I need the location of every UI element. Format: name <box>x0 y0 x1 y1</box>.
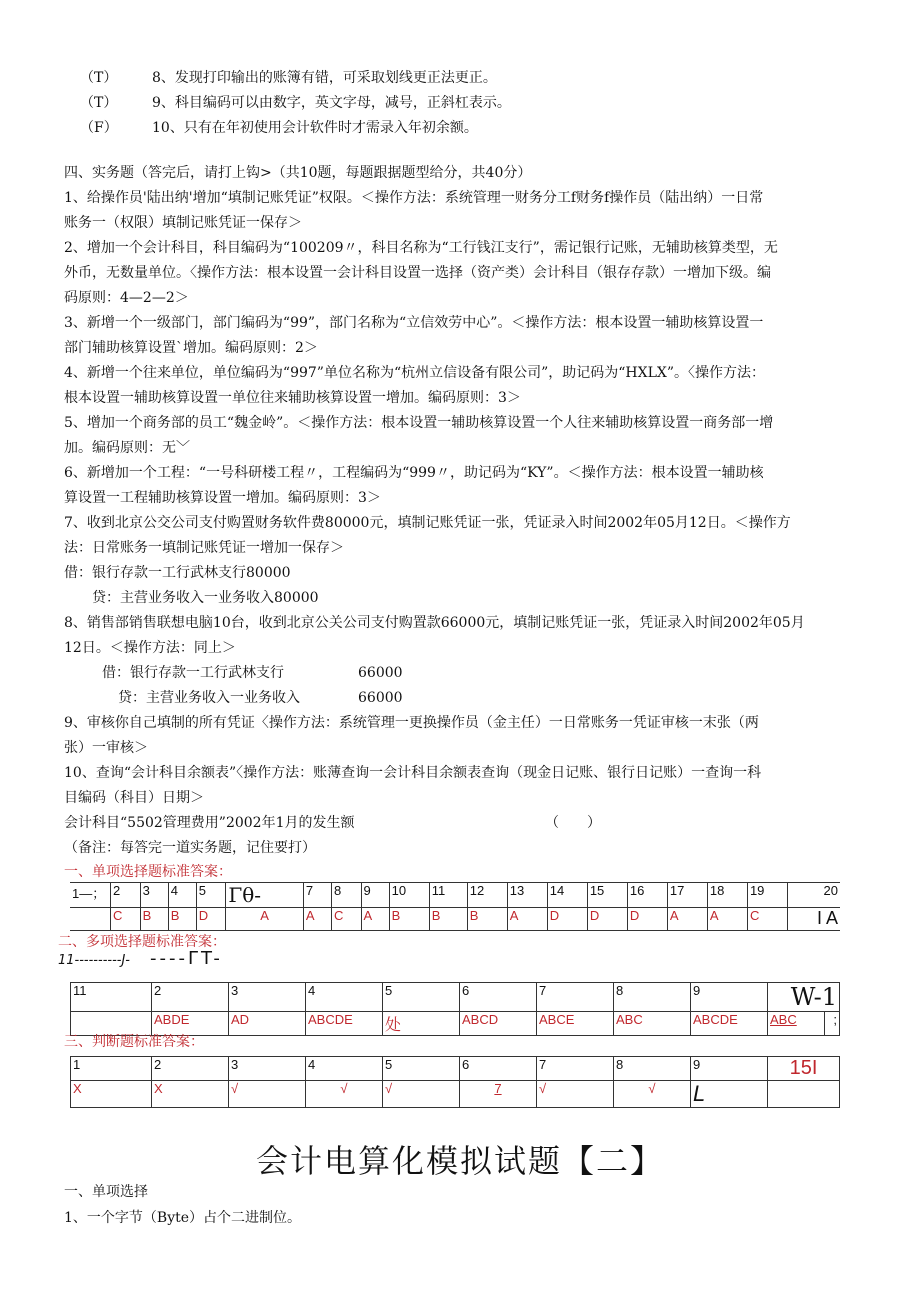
sc-ans: A <box>303 908 331 931</box>
jd-ans: √ <box>229 1081 306 1108</box>
mc-ans: ABDE <box>152 1012 229 1036</box>
jd-ans: √ <box>537 1081 614 1108</box>
mc-ans: AD <box>229 1012 306 1036</box>
sc-ans: A <box>707 908 747 931</box>
practice-line: 目编码（科目）日期＞ <box>64 790 204 806</box>
sc-ans: C <box>331 908 361 931</box>
mc-num: 6 <box>460 983 537 1012</box>
sc-num: 2 <box>111 883 141 908</box>
sc-ans: A <box>667 908 707 931</box>
jd-num: 15I <box>768 1057 840 1081</box>
sc-num: 5 <box>196 883 226 908</box>
practice-line: 10、查询“会计科目余额表”〈操作方法：账薄查询一会计科目余额表查询（现金日记账、银行日记账）一查询一科 <box>64 765 762 781</box>
practice-line: 外币，无数量单位。〈操作方法：根本设置一会计科目设置一选择（资产类）会计科目（银存存款）一增加下级。编 <box>64 265 771 281</box>
sc-ans: A <box>226 908 303 931</box>
mc-num: 4 <box>306 983 383 1012</box>
sc-num: 8 <box>331 883 361 908</box>
jd-num: 4 <box>306 1057 383 1081</box>
mc-num: W-1 <box>768 983 840 1012</box>
sc-num: 18 <box>707 883 747 908</box>
jd-ans: X <box>71 1081 152 1108</box>
tf-mark-10: （F） <box>80 120 118 136</box>
sc-ans: A <box>507 908 547 931</box>
mc-num: 7 <box>537 983 614 1012</box>
practice-line: 7、收到北京公交公司支付购置财务软件费80000元，填制记账凭证一张，凭证录入时间2002年05月12日。＜操作方 <box>64 515 791 531</box>
mc-ans: ABCDE <box>306 1012 383 1036</box>
sc-ans: I A <box>787 908 840 931</box>
sc-num: 1—； <box>70 883 111 908</box>
sc-ans: D <box>627 908 667 931</box>
practice-line: 算设置一工程辅助核算设置一增加。编码原则：3＞ <box>64 490 381 506</box>
jd-num: 2 <box>152 1057 229 1081</box>
debit-line: 借：银行存款一工行武林支行 <box>102 665 284 681</box>
practice-line: 3、新增一个一级部门，部门编码为“99”，部门名称为“立信效劳中心”。＜操作方法：根本设置一辅助核算设置一 <box>64 315 764 331</box>
sc-num: 3 <box>140 883 168 908</box>
practice-note: （备注：每答完一道实务题，记住要打） <box>64 840 316 856</box>
practice-line: 部门辅助核算设置`增加。编码原则：2＞ <box>64 340 318 356</box>
sc-num: 16 <box>627 883 667 908</box>
jd-num: 8 <box>614 1057 691 1081</box>
scan-noise: 11----------J- <box>58 953 130 968</box>
sc-num: 13 <box>507 883 547 908</box>
tf-text-8: 8、发现打印输出的账簿有错，可采取划线更正法更正。 <box>152 70 497 86</box>
practice-header: 四、实务题（答完后，请打上钩>（共10题，每题跟据题型给分，共40分） <box>64 165 532 181</box>
practice-line: 4、新增一个往来单位，单位编码为“997”单位名称为“杭州立信设备有限公司”，助记码为“HXLX”。〈操作方法： <box>64 365 766 381</box>
judge-num-row <box>71 1057 840 1081</box>
practice-line: 9、审核你自己填制的所有凭证〈操作方法：系统管理一更换操作员（金主任）一日常账务一凭证审核一末张（两 <box>64 715 759 731</box>
practice-line: 1、给操作员'陆出纳'增加“填制记账凭证”权限。＜操作方法：系统管理一财务分工f财务f操作员（陆出纳）一日常 <box>64 190 764 206</box>
single-choice-num-row <box>70 883 840 908</box>
jd-ans: √ <box>614 1081 691 1108</box>
jd-ans: L <box>691 1081 768 1108</box>
mc-num: 5 <box>383 983 460 1012</box>
sc-num: 15 <box>587 883 627 908</box>
jd-num: 1 <box>71 1057 152 1081</box>
practice-line: 法：日常账务一填制记账凭证一增加一保存＞ <box>64 540 344 556</box>
mc-num: 11 <box>71 983 152 1012</box>
jd-num: 3 <box>229 1057 306 1081</box>
exam-title: 会计电算化模拟试题【二】 <box>255 1142 664 1180</box>
practice-line: 2、增加一个会计科目，科目编码为“100209〃，科目名称为“工行钱江支行”，需记银行记账，无辅助核算类型，无 <box>64 240 778 256</box>
tf-mark-8: （T） <box>80 70 118 86</box>
judge-table <box>70 1056 840 1108</box>
sc-num: 14 <box>547 883 587 908</box>
sc-ans: B <box>140 908 168 931</box>
mc-ans: ABCDE <box>691 1012 768 1036</box>
practice-line: 码原则：4—2—2＞ <box>64 290 189 306</box>
sc-num: 12 <box>467 883 507 908</box>
sc-ans: B <box>467 908 507 931</box>
jd-num: 9 <box>691 1057 768 1081</box>
tf-text-9: 9、科目编码可以由数字，英文字母，减号，正斜杠表示。 <box>152 95 511 111</box>
practice-line: 6、新增加一个工程：“一号科研楼工程〃，工程编码为“999〃，助记码为“KY”。＜操作方法：根本设置一辅助核 <box>64 465 764 481</box>
mc-ans: 处 <box>383 1012 460 1036</box>
credit-amount: 66000 <box>358 690 403 706</box>
practice-line: 会计科目“5502管理费用”2002年1月的发生额 <box>64 815 355 831</box>
sc-num: 19 <box>747 883 787 908</box>
jd-ans: √ <box>306 1081 383 1108</box>
sc-ans: B <box>429 908 467 931</box>
jd-ans: 7 <box>460 1081 537 1108</box>
answer-blank: （ ） <box>545 815 601 831</box>
sc-ans: A <box>361 908 389 931</box>
scan-noise: ----ΓT- <box>150 948 223 969</box>
practice-line: 根本设置一辅助核算设置一单位往来辅助核算设置一增加。编码原则：3＞ <box>64 390 521 406</box>
sc-num: 10 <box>389 883 429 908</box>
sc-num: 9 <box>361 883 389 908</box>
sc-num: 17 <box>667 883 707 908</box>
tf-mark-9: （T） <box>80 95 118 111</box>
multi-choice-num-row <box>71 983 840 1012</box>
sc-ans: B <box>168 908 196 931</box>
mc-num: 9 <box>691 983 768 1012</box>
debit-amount: 66000 <box>358 665 403 681</box>
practice-line: 5、增加一个商务部的员工“魏金岭”。＜操作方法：根本设置一辅助核算设置一个人往来辅助核算设置一商务部一增 <box>64 415 774 431</box>
debit-line: 借：银行存款一工行武林支行80000 <box>64 565 291 581</box>
single-choice-title: 一、单项选择题标准答案： <box>64 864 232 880</box>
practice-line: 张）一审核＞ <box>64 740 148 756</box>
jd-num: 7 <box>537 1057 614 1081</box>
mc-ans: ABCD <box>460 1012 537 1036</box>
jd-ans-empty <box>768 1081 840 1108</box>
mc-ans: ; <box>824 1012 839 1036</box>
practice-line: 8、销售部销售联想电脑10台，收到北京公关公司支付购置款66000元，填制记账凭证一张，凭证录入时间2002年05月 <box>64 615 805 631</box>
sc-ans: D <box>547 908 587 931</box>
sc-ans <box>70 908 111 931</box>
judge-title: 三、判断题标准答案： <box>64 1034 204 1050</box>
sc-num: 4 <box>168 883 196 908</box>
multi-choice-table <box>70 982 840 1036</box>
mc-ans: ABCE <box>537 1012 614 1036</box>
sc-num: Γθ- <box>226 883 303 908</box>
jd-ans: X <box>152 1081 229 1108</box>
sc-num: 7 <box>303 883 331 908</box>
sc-ans: C <box>747 908 787 931</box>
credit-line: 贷：主营业务收入一业务收入 <box>118 690 300 706</box>
mc-num: 8 <box>614 983 691 1012</box>
section-one-heading: 一、单项选择 <box>64 1184 148 1200</box>
sc-num: 11 <box>429 883 467 908</box>
practice-line: 12日。＜操作方法：同上＞ <box>64 640 236 656</box>
sc-ans: C <box>111 908 141 931</box>
sc-num: 20 <box>787 883 840 908</box>
single-choice-table <box>70 882 840 931</box>
mc-num: 3 <box>229 983 306 1012</box>
judge-answer-row <box>71 1081 840 1108</box>
jd-ans: √ <box>383 1081 460 1108</box>
question-1: 1、一个字节（Byte）占个二进制位。 <box>64 1210 302 1226</box>
sc-ans: D <box>587 908 627 931</box>
credit-line: 贷：主营业务收入一业务收入80000 <box>92 590 319 606</box>
jd-num: 5 <box>383 1057 460 1081</box>
sc-ans: B <box>389 908 429 931</box>
practice-line: 加。编码原则：无﹀ <box>64 440 190 456</box>
mc-ans: ABC <box>614 1012 691 1036</box>
jd-num: 6 <box>460 1057 537 1081</box>
practice-line: 账务一（权限）填制记账凭证一保存＞ <box>64 215 302 231</box>
sc-ans: D <box>196 908 226 931</box>
single-choice-answer-row <box>70 908 840 931</box>
multi-choice-title: 二、多项选择题标准答案： <box>58 934 226 950</box>
mc-num: 2 <box>152 983 229 1012</box>
tf-text-10: 10、只有在年初使用会计软件时才需录入年初余额。 <box>152 120 478 136</box>
mc-ans: ABC <box>768 1012 825 1036</box>
